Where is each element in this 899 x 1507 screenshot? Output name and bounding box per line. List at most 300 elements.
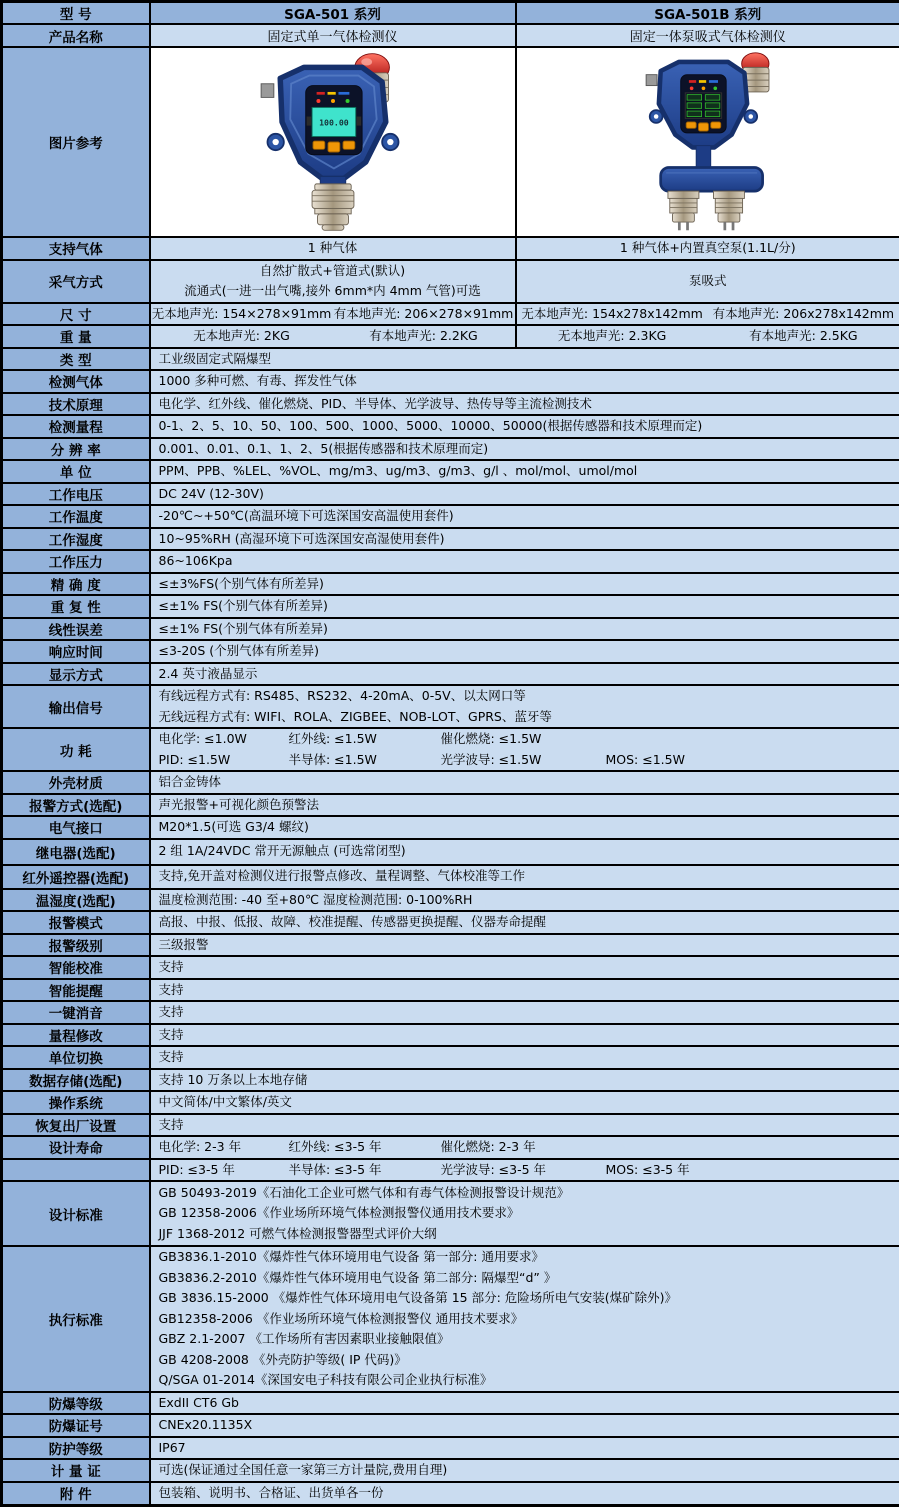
button-ok[interactable] [327,142,339,152]
value-segment: 红外线: ≤3-5 年 [289,1137,441,1158]
row-work-humidity-label: 工作湿度 [2,528,150,551]
row-output-signal-value [150,685,899,728]
row-target-gases-label: 检测气体 [2,370,150,393]
row-linearity-error-label: 线性误差 [2,618,150,641]
menu-cell [705,95,720,100]
row-sampling-method-col2 [516,260,899,303]
row-smart-calibration-label: 智能校准 [2,956,150,979]
value-segment: 温度检测范围: -40 至+80℃ 湿度检测范围: 0-100%RH [159,890,473,911]
value-segment: 三级报警 [159,935,209,956]
row-response-time-value [150,640,899,663]
device-image-sga501b [624,51,792,233]
value-line [151,686,899,707]
row-explosion-proof-cert-label: 防爆证号 [2,1414,150,1437]
value-segment: ≤±1% FS(个别气体有所差异) [159,619,328,640]
value-segment: 2 组 1A/24VDC 常开无源触点 (可选常闭型) [159,841,406,862]
value-line [517,271,899,292]
row-alarm-method-value [150,794,899,817]
row-weight-label: 重 量 [2,325,150,348]
row-protection-grade-value [150,1437,899,1460]
row-voltage [2,483,899,506]
row-resolution-label: 分 辨 率 [2,438,150,461]
row-weight-col1 [150,325,516,348]
row-design-standards [2,1181,899,1246]
value-line [517,238,899,259]
row-operating-system [2,1091,899,1114]
row-protection-grade [2,1437,899,1460]
row-one-key-mute-value [150,1001,899,1024]
value-line [151,957,899,978]
row-range-modification-label: 量程修改 [2,1024,150,1047]
row-sampling-method-label: 采气方式 [2,260,150,303]
value-line [151,912,899,933]
row-dimensions-col2 [516,303,899,326]
row-alarm-mode-value [150,911,899,934]
row-factory-reset-label: 恢复出厂设置 [2,1114,150,1137]
row-work-temperature-value [150,505,899,528]
value-line [151,484,899,505]
value-segment: 可选(保证通过全国任意一家第三方计量院,费用自理) [159,1460,448,1481]
value-line [151,1025,899,1046]
row-smart-reminder-label: 智能提醒 [2,979,150,1002]
value-segment: CNEx20.1135X [159,1415,253,1436]
row-alarm-level-value [150,934,899,957]
row-power-consumption-value [150,728,899,771]
gas-sensor [312,184,354,230]
value-line [151,1137,899,1158]
row-smart-calibration [2,956,899,979]
row-range-label: 检测量程 [2,415,150,438]
value-line [151,574,899,595]
row-repeatability-label: 重 复 性 [2,595,150,618]
value-line [151,529,899,550]
product-name-2: 固定一体泵吸式气体检测仪 [516,24,899,47]
value-segment: GB 50493-2019《石油化工企业可燃气体和有毒气体检测报警设计规范》 [159,1183,570,1204]
value-line [151,1483,899,1504]
value-segment: GB3836.1-2010《爆炸性气体环境用电气设备 第一部分: 通用要求》 [159,1247,544,1268]
row-data-storage-label: 数据存储(选配) [2,1069,150,1092]
brand-mark [327,92,335,95]
value-segment: DC 24V (12-30V) [159,484,264,505]
row-one-key-mute [2,1001,899,1024]
menu-cell [687,103,702,108]
value-segment: GB 4208-2008 《外壳防护等级( IP 代码)》 [159,1350,407,1371]
value-segment: 支持 10 万条以上本地存储 [159,1070,308,1091]
mount-hole-right-center [387,139,393,145]
value-segment: -20℃~+50℃(高温环境下可选深国安高温使用套件) [159,506,454,527]
row-alarm-mode [2,911,899,934]
row-work-temperature-label: 工作温度 [2,505,150,528]
value-line [151,729,899,750]
row-ir-remote-value [150,865,899,889]
value-segment: GB3836.2-2010《爆炸性气体环境用电气设备 第二部分: 隔爆型“d” 》 [159,1268,557,1289]
row-accuracy [2,573,899,596]
row-range-value [150,415,899,438]
brand-mark [689,80,696,83]
row-design-life-2-label [2,1159,150,1182]
value-segment: ≤3-20S (个别气体有所差异) [159,641,320,662]
value-segment: 支持 [159,980,184,1001]
value-line [151,1203,899,1224]
row-output-signal [2,685,899,728]
device-image-cell-sga501b [516,47,899,237]
brand-mark [338,92,349,95]
mount-hole-left-center [272,139,278,145]
row-image-reference [2,47,899,237]
row-model-label: 型 号 [2,2,150,25]
value-line [151,795,899,816]
model-series-1: SGA-501 系列 [150,2,516,25]
row-explosion-proof-cert-value [150,1414,899,1437]
row-supported-gas-col2 [516,237,899,260]
value-segment: 无本地声光: 154×278×91mm [151,304,333,325]
row-electrical-interface-value [150,816,899,839]
row-ir-remote [2,865,899,889]
value-line [151,1247,899,1268]
button-left[interactable] [686,122,696,128]
row-work-pressure-value [150,550,899,573]
row-explosion-proof-cert [2,1414,899,1437]
row-factory-reset [2,1114,899,1137]
row-weight-col2 [516,325,899,348]
row-design-standards-label: 设计标准 [2,1181,150,1246]
spec-rows-body [2,237,899,1506]
value-segment: 包装箱、说明书、合格证、出货单各一份 [159,1483,384,1504]
value-line [151,394,899,415]
value-segment: 无线远程方式有: WIFI、ROLA、ZIGBEE、NOB-LOT、GPRS、蓝牙等 [159,707,552,728]
row-accessories [2,1482,899,1506]
value-line [151,596,899,617]
row-dimensions-label: 尺 寸 [2,303,150,326]
value-line [151,281,515,302]
pump-stem [696,146,711,170]
value-line [151,326,515,347]
value-segment: 工业级固定式隔爆型 [159,349,272,370]
row-ir-remote-label: 红外遥控器(选配) [2,865,150,889]
row-design-life-2 [2,1159,899,1182]
value-segment: 声光报警+可视化颜色预警法 [159,795,319,816]
value-segment: 支持 [159,1025,184,1046]
value-segment: 中文简体/中文繁体/英文 [159,1092,292,1113]
led-power [345,99,349,103]
value-line [151,1415,899,1436]
row-alarm-level-label: 报警级别 [2,934,150,957]
row-design-life-2-value [150,1159,899,1182]
row-repeatability [2,595,899,618]
value-segment: 光学波导: ≤3-5 年 [441,1160,606,1181]
brand-mark [316,92,324,95]
value-line [151,1002,899,1023]
value-line [151,664,899,685]
pump-inlet-left [668,191,699,230]
value-line [151,1438,899,1459]
value-segment: 无本地声光: 2.3KG [517,326,708,347]
value-segment: MOS: ≤3-5 年 [606,1160,690,1181]
row-explosion-proof-grade [2,1392,899,1415]
row-smart-reminder [2,979,899,1002]
row-image-reference-label: 图片参考 [2,47,150,237]
row-operating-system-value [150,1091,899,1114]
row-repeatability-value [150,595,899,618]
value-line [151,1115,899,1136]
row-housing-material-value [150,771,899,794]
value-segment: GBZ 2.1-2007 《工作场所有害因素职业接触限值》 [159,1329,450,1350]
button-ok[interactable] [698,123,708,131]
value-segment: GB 3836.15-2000 《爆炸性气体环境用电气设备第 15 部分: 危险场所电气安装(煤矿除外)》 [159,1288,678,1309]
row-alarm-method-label: 报警方式(选配) [2,794,150,817]
value-segment: 有本地声光: 206x278x142mm [708,304,899,325]
menu-cell [705,111,720,116]
value-line [151,641,899,662]
value-segment: 无本地声光: 154x278x142mm [517,304,708,325]
value-segment: 自然扩散式+管道式(默认) [260,261,405,282]
product-name-1: 固定式单一气体检测仪 [150,24,516,47]
value-line [151,551,899,572]
value-line [151,1350,899,1371]
row-technology-value [150,393,899,416]
mount-hole-right-center [748,114,753,119]
row-range-modification-value [150,1024,899,1047]
row-work-humidity-value [150,528,899,551]
value-line [151,1224,899,1245]
row-response-time [2,640,899,663]
value-line [151,439,899,460]
value-segment: 催化燃烧: 2-3 年 [441,1137,606,1158]
row-technology [2,393,899,416]
row-display [2,663,899,686]
value-line [151,890,899,911]
value-line [151,1393,899,1414]
row-type-value [150,348,899,371]
led-warn [701,86,705,90]
row-alarm-level [2,934,899,957]
row-design-life-label: 设计寿命 [2,1136,150,1159]
row-metrology-cert [2,1459,899,1482]
row-factory-reset-value [150,1114,899,1137]
value-segment: 有本地声光: 2.5KG [708,326,899,347]
value-line [151,1460,899,1481]
value-segment: 光学波导: ≤1.5W [441,750,606,771]
value-line [151,707,899,728]
value-segment: 0.001、0.01、0.1、1、2、5(根据传感器和技术原理而定) [159,439,489,460]
row-response-time-label: 响应时间 [2,640,150,663]
menu-cell [687,111,702,116]
row-linearity-error-value [150,618,899,641]
row-accuracy-value [150,573,899,596]
row-relay-label: 继电器(选配) [2,839,150,865]
value-segment: 支持,免开盖对检测仪进行报警点修改、量程调整、气体校准等工作 [159,866,525,887]
row-supported-gas [2,237,899,260]
row-weight [2,325,899,348]
row-display-label: 显示方式 [2,663,150,686]
value-segment: 电化学: ≤1.0W [159,729,289,750]
value-segment: 支持 [159,1002,184,1023]
button-right[interactable] [710,122,720,128]
row-one-key-mute-label: 一键消音 [2,1001,150,1024]
value-line [151,619,899,640]
value-segment: 支持 [159,1115,184,1136]
value-segment: 半导体: ≤3-5 年 [289,1160,441,1181]
row-supported-gas-label: 支持气体 [2,237,150,260]
row-power-consumption-label: 功 耗 [2,728,150,771]
row-temp-humidity-value [150,889,899,912]
button-right[interactable] [343,141,355,149]
row-housing-material [2,771,899,794]
side-connector [646,75,657,86]
row-power-consumption [2,728,899,771]
row-accessories-value [150,1482,899,1506]
row-units-value [150,460,899,483]
value-segment: M20*1.5(可选 G3/4 螺纹) [159,817,309,838]
side-key-right[interactable] [356,117,361,126]
row-executive-standards [2,1246,899,1392]
row-alarm-method [2,794,899,817]
value-segment: 无本地声光: 2KG [151,326,333,347]
row-product-name [2,24,899,47]
row-operating-system-label: 操作系统 [2,1091,150,1114]
row-unit-switch-label: 单位切换 [2,1046,150,1069]
inlet-pin [723,222,726,230]
row-type-label: 类 型 [2,348,150,371]
row-data-storage-value [150,1069,899,1092]
value-segment: 1 种气体+内置真空泵(1.1L/分) [620,238,796,259]
row-work-humidity [2,528,899,551]
value-line [151,261,515,282]
value-segment: 电化学: 2-3 年 [159,1137,289,1158]
value-line [151,1183,899,1204]
value-line [151,866,899,887]
row-executive-standards-value [150,1246,899,1392]
value-segment: PID: ≤3-5 年 [159,1160,289,1181]
mount-hole-left-center [654,114,659,119]
value-line [151,416,899,437]
button-left[interactable] [312,141,324,149]
value-line [151,1092,899,1113]
value-segment: PID: ≤1.5W [159,750,289,771]
row-work-temperature [2,505,899,528]
value-segment: 流通式(一进一出气嘴,接外 6mm*内 4mm 气管)可选 [184,281,481,302]
value-line [517,326,899,347]
value-segment: GB 12358-2006《作业场所环境气体检测报警仪通用技术要求》 [159,1203,520,1224]
row-relay-value [150,839,899,865]
value-line [151,1329,899,1350]
row-target-gases-value [150,370,899,393]
row-executive-standards-label: 执行标准 [2,1246,150,1392]
row-technology-label: 技术原理 [2,393,150,416]
value-segment: 10~95%RH (高湿环境下可选深国安高湿使用套件) [159,529,445,550]
pump-base-bar [660,167,762,191]
side-key-left[interactable] [306,117,311,126]
value-segment: 有本地声光: 2.2KG [333,326,515,347]
row-temp-humidity-label: 温湿度(选配) [2,889,150,912]
value-segment: Q/SGA 01-2014《深国安电子科技有限公司企业执行标准》 [159,1370,493,1391]
front-panel [680,75,726,133]
value-segment: 1000 多种可燃、有毒、挥发性气体 [159,371,357,392]
row-explosion-proof-grade-value [150,1392,899,1415]
row-units-label: 单 位 [2,460,150,483]
front-panel [305,86,361,155]
row-electrical-interface-label: 电气接口 [2,816,150,839]
value-line [517,304,899,325]
value-line [151,238,515,259]
brand-mark [699,80,706,83]
screen-value: 100.00 [319,118,349,128]
led-warn [330,99,334,103]
row-metrology-cert-label: 计 量 证 [2,1459,150,1482]
value-segment: JJF 1368-2012 可燃气体检测报警器型式评价大纲 [159,1224,437,1245]
row-work-pressure [2,550,899,573]
value-segment: 有本地声光: 206×278×91mm [333,304,515,325]
row-design-standards-value [150,1181,899,1246]
row-alarm-mode-label: 报警模式 [2,911,150,934]
row-work-pressure-label: 工作压力 [2,550,150,573]
value-line [151,841,899,862]
value-line [151,980,899,1001]
value-segment: GB12358-2006 《作业场所环境气体检测报警仪 通用技术要求》 [159,1309,524,1330]
row-accessories-label: 附 件 [2,1482,150,1506]
row-protection-grade-label: 防护等级 [2,1437,150,1460]
brand-mark [709,80,718,83]
value-segment: 泵吸式 [689,271,727,292]
value-line [151,1047,899,1068]
value-line [151,304,515,325]
value-segment: 半导体: ≤1.5W [289,750,441,771]
value-segment: 86~106Kpa [159,551,233,572]
value-segment: 电化学、红外线、催化燃烧、PID、半导体、光学波导、热传导等主流检测技术 [159,394,592,415]
value-segment: 铝合金铸体 [159,772,222,793]
row-type [2,348,899,371]
led-alarm [690,86,694,90]
value-segment: ExdII CT6 Gb [159,1393,240,1414]
value-line [151,1370,899,1391]
menu-cell [705,103,720,108]
row-dimensions [2,303,899,326]
value-line [151,772,899,793]
row-metrology-cert-value [150,1459,899,1482]
row-voltage-value [150,483,899,506]
row-smart-calibration-value [150,956,899,979]
led-alarm [316,99,320,103]
value-segment: ≤±1% FS(个别气体有所差异) [159,596,328,617]
row-sampling-method [2,260,899,303]
row-design-life-value [150,1136,899,1159]
value-segment: 催化燃烧: ≤1.5W [441,729,606,750]
row-units [2,460,899,483]
device-image-cell-sga501 [150,47,516,237]
pump-inlet-right [713,191,744,230]
row-supported-gas-col1 [150,237,516,260]
row-design-life [2,1136,899,1159]
row-linearity-error [2,618,899,641]
value-line [151,1309,899,1330]
model-series-2: SGA-501B 系列 [516,2,899,25]
value-segment: PPM、PPB、%LEL、%VOL、mg/m3、ug/m3、g/m3、g/l 、mol/mol、umol/mol [159,461,638,482]
row-accuracy-label: 精 确 度 [2,573,150,596]
value-line [151,750,899,771]
value-line [151,1268,899,1289]
value-line [151,817,899,838]
value-line [151,461,899,482]
value-segment: 红外线: ≤1.5W [289,729,441,750]
value-line [151,371,899,392]
row-unit-switch [2,1046,899,1069]
device-image-sga501 [258,51,408,233]
value-line [151,1160,899,1181]
row-dimensions-col1 [150,303,516,326]
row-sampling-method-col1 [150,260,516,303]
value-segment: IP67 [159,1438,186,1459]
row-target-gases [2,370,899,393]
